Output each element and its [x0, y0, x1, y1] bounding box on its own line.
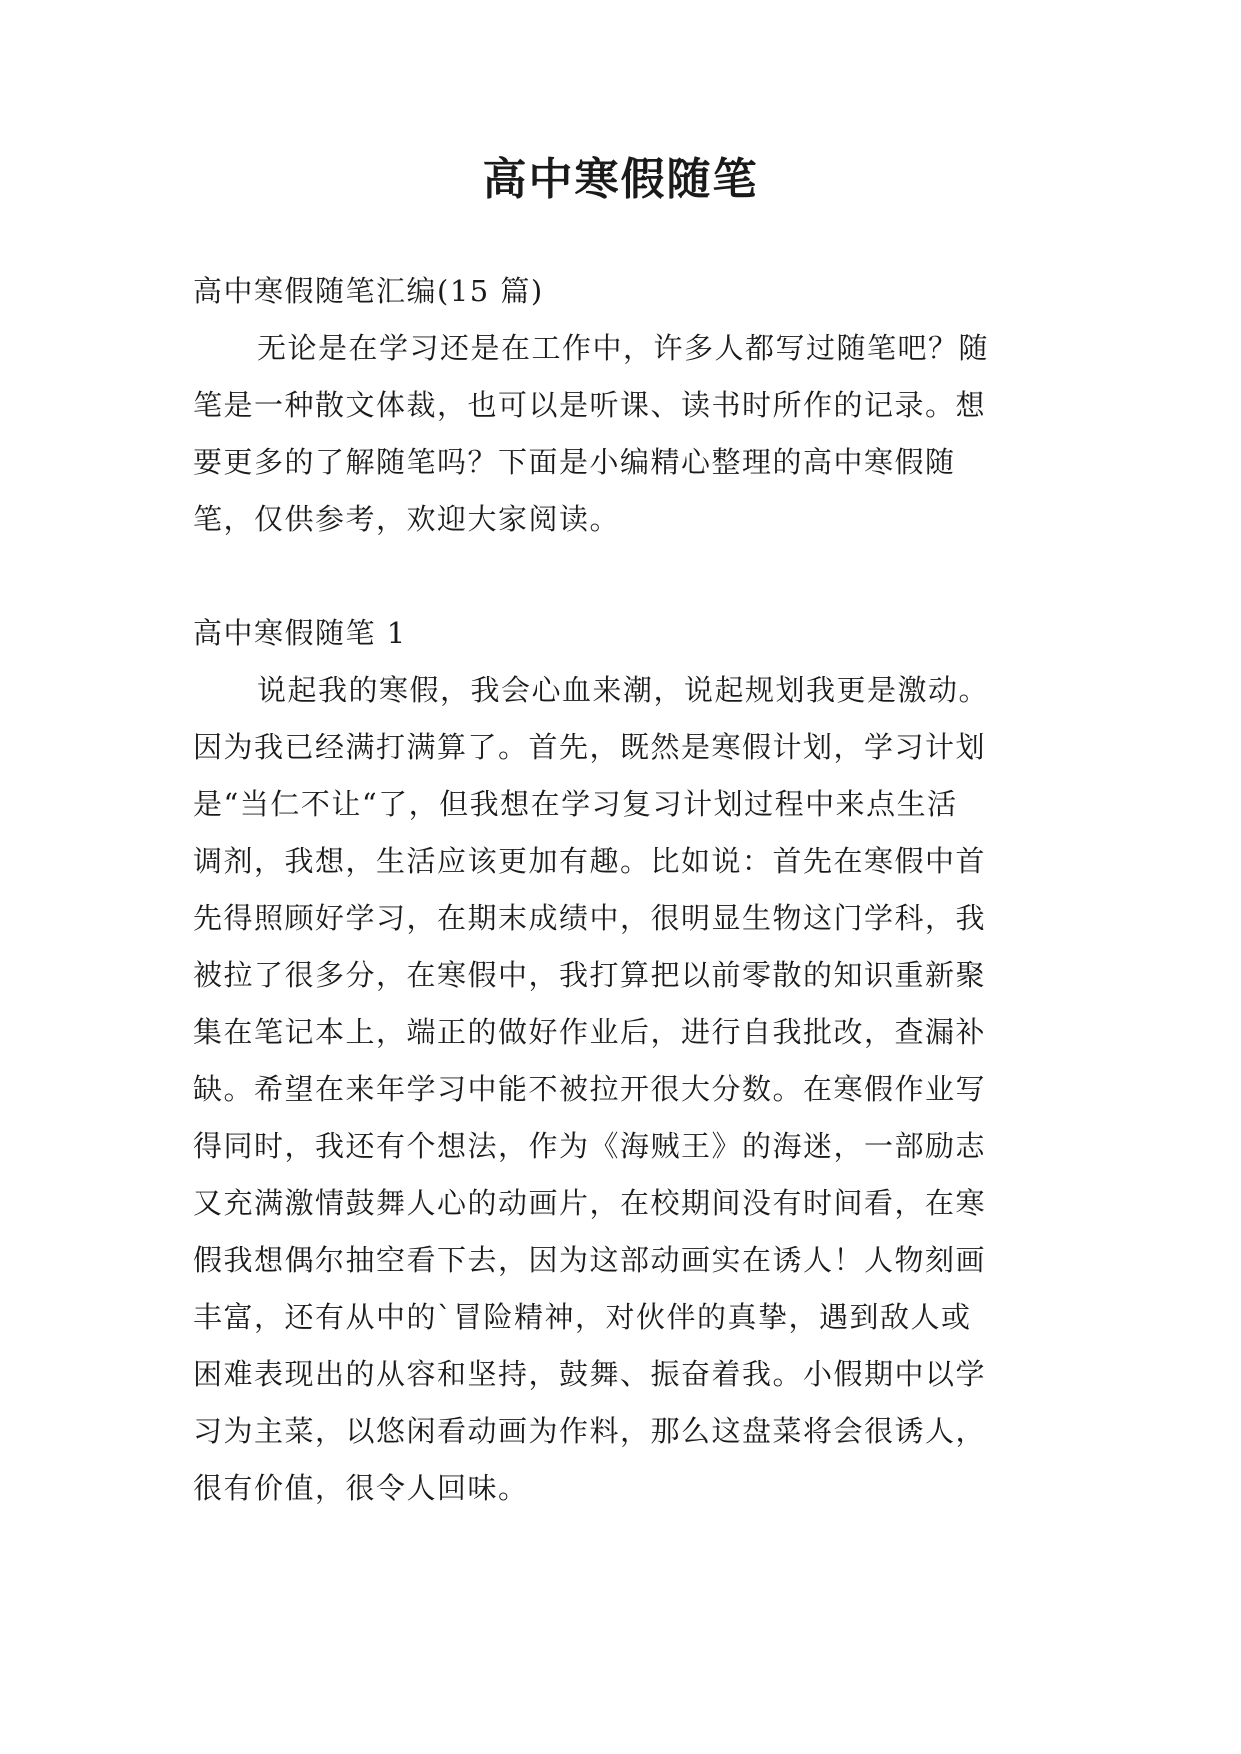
body-line: 缺。希望在来年学习中能不被拉开很大分数。在寒假作业写 [193, 1072, 987, 1106]
document-body [193, 263, 1053, 1517]
intro-line: 笔，仅供参考，欢迎大家阅读。 [193, 502, 621, 536]
body-line: 得同时，我还有个想法，作为《海贼王》的海迷，一部励志 [193, 1129, 987, 1163]
body-line: 集在笔记本上，端正的做好作业后，进行自我批改，查漏补 [193, 1015, 987, 1049]
intro-line: 笔是一种散文体裁，也可以是听课、读书时所作的记录。想 [193, 388, 987, 422]
body-line: 调剂，我想，生活应该更加有趣。比如说：首先在寒假中首 [193, 844, 987, 878]
body-line: 因为我已经满打满算了。首先，既然是寒假计划，学习计划 [193, 730, 987, 764]
body-line: 很有价值，很令人回味。 [193, 1471, 529, 1505]
body-line: 是“当仁不让“了，但我想在学习复习计划过程中来点生活 [193, 787, 958, 821]
body-line: 又充满激情鼓舞人心的动画片，在校期间没有时间看，在寒 [193, 1186, 987, 1220]
body-line: 假我想偶尔抽空看下去，因为这部动画实在诱人！人物刻画 [193, 1243, 987, 1277]
body-line: 被拉了很多分，在寒假中，我打算把以前零散的知识重新聚 [193, 958, 987, 992]
intro-line: 无论是在学习还是在工作中，许多人都写过随笔吧？随 [257, 331, 990, 365]
body-line: 丰富，还有从中的`冒险精神，对伙伴的真挚，遇到敌人或 [193, 1300, 972, 1334]
body-line: 先得照顾好学习，在期末成绩中，很明显生物这门学科，我 [193, 901, 987, 935]
section-heading: 高中寒假随笔 1 [193, 616, 407, 650]
subtitle: 高中寒假随笔汇编(15 篇) [193, 274, 544, 308]
body-line: 说起我的寒假，我会心血来潮，说起规划我更是激动。 [257, 673, 990, 707]
paragraph-gap [193, 548, 1053, 605]
page-title: 高中寒假随笔 [482, 154, 759, 205]
body-line: 困难表现出的从容和坚持，鼓舞、振奋着我。小假期中以学 [193, 1357, 987, 1391]
intro-line: 要更多的了解随笔吗？下面是小编精心整理的高中寒假随 [193, 445, 956, 479]
body-line: 习为主菜，以悠闲看动画为作料，那么这盘菜将会很诱人， [193, 1414, 987, 1448]
